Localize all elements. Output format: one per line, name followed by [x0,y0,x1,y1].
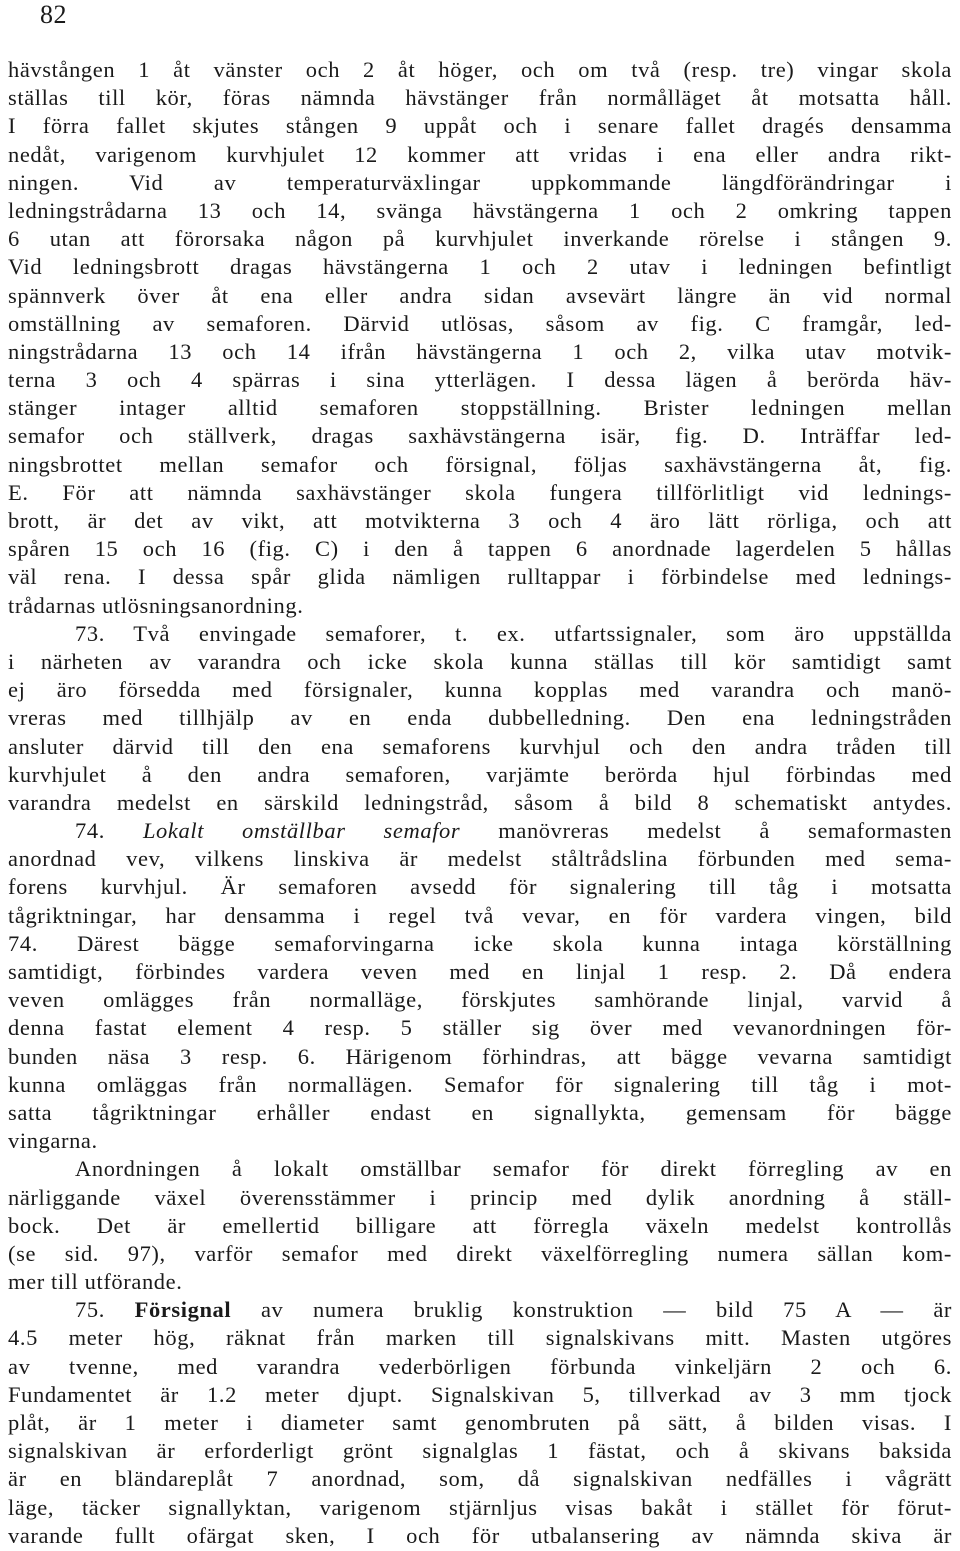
line-text: varande fullt ofärgat sken, I och för utbalansering av nämnda skiva är [8,1522,952,1548]
text-line [8,112,952,140]
line-text: satta tågriktningar erhåller endast en signallykta, gemensam för bägge [8,1099,952,1125]
text-line [8,1014,952,1042]
line-text: ej äro försedda med försignaler, kunna kopplas med varandra och manö- [8,677,952,703]
line-text: varandra medelst en särskild ledningstråd, såsom å bild 8 schematiskt antydes. [8,789,952,815]
line-text: närliggande växel överensstämmer i princip med dylik anordning å ställ- [8,1184,952,1210]
line-text: omställning av semaforen. Därvid utlösas, såsom av fig. C framgår, led- [8,310,952,336]
text-line [8,761,952,789]
text-line [8,1099,952,1127]
line-text: Vid ledningsbrott dragas hävstängerna 1 och 2 utav i ledningen befintligt [8,254,952,280]
line-text: signalskivan är erforderligt grönt signalglas 1 fästat, och å skivans baksida [8,1438,952,1464]
line-text: av tvenne, med varandra vederbörligen förbunda vinkeljärn 2 och 6. [8,1353,952,1379]
line-text: 74. Därest bägge semaforvingarna icke skola kunna intaga körställning [8,930,952,956]
text-line [8,394,952,422]
text-line [8,197,952,225]
text-line [8,789,952,817]
line-text: vingarna. [8,1128,98,1154]
text-line [8,1184,952,1212]
text-line [8,902,952,930]
line-text: bock. Det är emellertid billigare att förregla växeln medelst kontrollås [8,1212,952,1238]
page-number: 82 [40,0,67,29]
text-line [8,930,952,958]
text-line [8,535,952,563]
text-line [8,169,952,197]
text-line [8,338,952,366]
section-number: 75. [75,1297,135,1323]
text-line [8,873,952,901]
line-text: terna 3 och 4 spärras i sina ytterlägen. I dessa lägen å berörda häv- [8,367,952,393]
text-line [8,845,952,873]
line-text: väl rena. I dessa spår glida nämligen rulltappar i förbindelse med lednings- [8,564,952,590]
line-text: veven omlägges från normalläge, förskjutes samhörande linjal, varvid å [8,987,952,1013]
italic-term: Lokalt omställbar semafor [142,818,461,844]
text-line [8,1212,952,1240]
section-number: 74. [75,818,143,844]
line-text: vreras med tillhjälp av en enda dubbelledning. Den ena ledningstråden [8,705,952,731]
text-line [8,1465,952,1493]
text-line [8,1381,952,1409]
line-text: brott, är det av vikt, att motvikterna 3 och 4 äro lätt rörliga, och att [8,508,952,533]
line-text: anordnad vev, vilkens linskiva är medelst ståltrådslina förbunden med sema- [8,846,952,872]
text-line [8,1155,952,1183]
text-line [8,1353,952,1381]
text-line [8,620,952,648]
text-line [8,282,952,310]
line-text: (se sid. 97), varför semafor med direkt växelförregling numera sällan kom- [8,1240,952,1266]
text-line [8,310,952,338]
text-line [8,733,952,761]
text-line [8,84,952,112]
line-text: bunden näsa 3 resp. 6. Härigenom förhindras, att bägge vevarna samtidigt [8,1043,952,1069]
line-text: mer till utförande. [8,1269,183,1295]
line-text: I förra fallet skjutes stången 9 uppåt och i senare fallet dragés densamma [8,113,952,139]
line-text: är en bländareplåt 7 anordnad, som, då signalskivan nedfälles i vågrätt [8,1466,952,1492]
text-line [8,451,952,479]
line-text: kunna omläggas från normallägen. Semafor för signalering till tåg i mot- [8,1071,952,1097]
text-line [8,1324,952,1352]
text-line [8,1494,952,1522]
line-text: i närheten av varandra och icke skola kunna ställas till kör samtidigt samt [8,648,952,674]
text-line [8,592,952,620]
line-text: ningen. Vid av temperaturväxlingar uppkommande längdförändringar i [8,169,952,195]
text-line [8,676,952,704]
line-text: nedåt, varigenom kurvhjulet 12 kommer att vridas i ena eller andra rikt- [8,141,952,167]
line-text: trådarnas utlösningsanordning. [8,592,304,618]
text-line [8,563,952,591]
line-text: semafor och ställverk, dragas saxhävstängerna isär, fig. D. Inträffar led- [8,423,952,449]
line-text: ningsbrottet mellan semafor och försignal, följas saxhävstängerna åt, fig. [8,451,952,477]
text-line [8,1522,952,1550]
text-line [8,225,952,253]
text-line [8,479,952,507]
body-text [8,56,952,1550]
line-text: 6 utan att förorsaka någon på kurvhjulet inverkande rörelse i stången 9. [8,226,952,252]
line-text: ansluter därvid till den ena semaforens kurvhjul och den andra tråden till [8,733,952,759]
text-line [8,1043,952,1071]
line-text: Fundamentet är 1.2 meter djupt. Signalskivan 5, tillverkad av 3 mm tjock [8,1381,952,1407]
text-line [8,648,952,676]
text-line [8,1268,952,1296]
text-line [8,1437,952,1465]
line-text: ledningstrådarna 13 och 14, svänga hävstängerna 1 och 2 omkring tappen [8,197,952,223]
line-text: manövreras medelst å semaformasten [460,818,952,844]
text-line [8,1296,952,1324]
text-line [8,704,952,732]
line-text: Anordningen å lokalt omställbar semafor för direkt förregling av en [75,1156,952,1182]
text-line [8,253,952,281]
line-text: 4.5 meter hög, räknat från marken till signalskivans mitt. Masten utgöres [8,1325,952,1351]
line-text: ställas till kör, föras nämnda hävstänger från normålläget åt motsatta håll. [8,85,952,111]
text-line [8,1127,952,1155]
line-text: kurvhjulet å den andra semaforen, varjämte berörda hjul förbindas med [8,761,952,787]
text-line [8,507,952,535]
line-text: läge, täcker signallyktan, varigenom stjärnljus visas bakåt i stället för förut- [8,1494,952,1520]
line-text: ningstrådarna 13 och 14 ifrån hävstängerna 1 och 2, vilka utav motvik- [8,338,952,364]
text-line [8,817,952,845]
text-line [8,958,952,986]
text-line [8,986,952,1014]
text-line [8,366,952,394]
text-line [8,56,952,84]
line-text: spåren 15 och 16 (fig. C) i den å tappen 6 anordnade lagerdelen 5 hållas [8,536,952,562]
line-text: forens kurvhjul. Är semaforen avsedd för signalering till tåg i motsatta [8,874,952,900]
text-line [8,422,952,450]
line-text: stänger intager alltid semaforen stoppställning. Brister ledningen mellan [8,395,952,421]
line-text: hävstången 1 åt vänster och 2 åt höger, och om två (resp. tre) vingar skola [8,57,952,82]
text-line [8,1240,952,1268]
line-text: E. För att nämnda saxhävstänger skola fungera tillförlitligt vid lednings- [8,479,952,505]
line-text: tågriktningar, har densamma i regel två vevar, en för vardera vingen, bild [8,902,952,928]
text-line [8,1409,952,1437]
line-text: av numera bruklig konstruktion — bild 75 A — är [231,1297,952,1323]
text-line [8,141,952,169]
line-text: samtidigt, förbindes vardera veven med en linjal 1 resp. 2. Då endera [8,959,952,984]
line-text: denna fastat element 4 resp. 5 ställer sig över med vevanordningen för- [8,1015,952,1041]
bold-term: Försignal [134,1297,232,1323]
text-line [8,1071,952,1099]
line-text: plåt, är 1 meter i diameter samt genombruten på sätt, å bilden visas. I [8,1410,952,1435]
line-text: 73. Två envingade semaforer, t. ex. utfartssignaler, som äro uppställda [75,620,952,646]
line-text: spännverk över åt ena eller andra sidan avsevärt längre än vid normal [8,282,952,308]
